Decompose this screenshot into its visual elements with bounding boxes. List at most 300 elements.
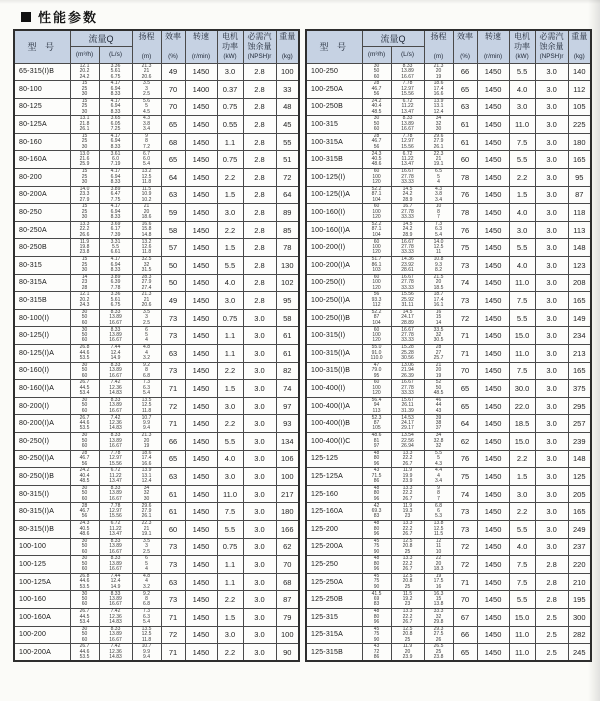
flow-m3h-cell: 60 100 120 — [362, 274, 391, 292]
npsh-cell: 3.0 — [243, 538, 276, 556]
efficiency-cell: 76 — [453, 221, 477, 239]
speed-cell: 1450 — [185, 608, 217, 626]
flow-m3h-cell: 52.2 87.1 104 — [362, 221, 391, 239]
flow-ls-cell: 7.78 12.97 15.56 — [391, 81, 424, 99]
flow-ls-cell: 15.67 26.11 31.39 — [391, 397, 424, 415]
table-row — [306, 81, 591, 99]
flow-ls-cell: 8.33 13.89 16.67 — [99, 538, 132, 556]
flow-m3h-cell: 55.0 91.0 110.0 — [362, 345, 391, 363]
npsh-cell: 3.0 — [243, 520, 276, 538]
model-cell: 100-125(I) — [306, 169, 362, 187]
speed-cell: 1450 — [477, 292, 509, 310]
weight-cell: 33 — [276, 81, 299, 99]
speed-cell: 1450 — [477, 221, 509, 239]
weight-cell: 95 — [568, 169, 591, 187]
npsh-label-line2: 蚀余量 — [539, 42, 564, 52]
efficiency-cell: 63 — [161, 345, 185, 363]
power-cell: 11.0 — [509, 644, 535, 662]
power-cell: 2.2 — [217, 644, 243, 662]
head-cell: 9.2 8 6.8 — [132, 362, 161, 380]
flow-m3h-cell: 48 80 96 — [362, 520, 391, 538]
head-label: 扬程 — [430, 32, 447, 42]
flow-m3h-cell: 48 80 96 — [362, 556, 391, 574]
head-cell: 29.6 27.9 26.1 — [424, 133, 453, 151]
col-header-model: 型 号 — [306, 30, 362, 63]
npsh-cell: 2.8 — [243, 221, 276, 239]
flow-m3h-cell: 30 50 60 — [70, 591, 99, 609]
table-row — [14, 81, 299, 99]
speed-cell: 1450 — [477, 257, 509, 275]
efficiency-cell: 78 — [453, 169, 477, 187]
model-cell: 80-250(I)B — [14, 468, 70, 486]
speed-cell: 1450 — [477, 468, 509, 486]
flow-ls-cell: 14.53 24.17 29.17 — [391, 415, 424, 433]
flow-m3h-cell: 60 100 120 — [362, 327, 391, 345]
table-row — [306, 151, 591, 169]
head-cell: 21.3 21 20.6 — [132, 292, 161, 310]
weight-cell: 85 — [276, 221, 299, 239]
flow-ls-cell: 14.36 23.92 28.61 — [391, 257, 424, 275]
power-unit: (kW) — [515, 53, 529, 61]
flow-m3h-cell: 30 50 60 — [70, 538, 99, 556]
model-cell: 80-160A — [14, 151, 70, 169]
table-row — [14, 397, 299, 415]
head-cell: 13.5 12.5 11.8 — [132, 626, 161, 644]
flow-m3h-cell: 13.3 22.2 26.6 — [70, 221, 99, 239]
head-cell: 10.8 9.3 8.2 — [424, 257, 453, 275]
npsh-cell: 2.8 — [243, 186, 276, 204]
model-cell: 100-200(I) — [306, 239, 362, 257]
speed-cell: 1450 — [477, 63, 509, 81]
power-cell: 0.75 — [217, 98, 243, 116]
table-body-right — [306, 63, 591, 661]
head-unit: (m) — [433, 53, 444, 61]
efficiency-cell: 64 — [453, 415, 477, 433]
col-header-efficiency — [161, 30, 185, 63]
speed-cell: 1450 — [185, 556, 217, 574]
power-cell: 3.0 — [217, 626, 243, 644]
flow-m3h-cell: 30 50 60 — [70, 362, 99, 380]
table-row — [306, 309, 591, 327]
head-cell: 21.3 21 20.6 — [132, 63, 161, 81]
head-cell: 5.5 5 4.3 — [424, 450, 453, 468]
model-cell: 100-160A — [14, 608, 70, 626]
speed-cell: 1450 — [477, 81, 509, 99]
npsh-cell: 3.0 — [243, 573, 276, 591]
power-cell: 3.0 — [509, 98, 535, 116]
speed-cell: 1450 — [477, 450, 509, 468]
speed-cell: 1450 — [477, 116, 509, 134]
flow-ls-cell: 3.65 6.05 7.25 — [99, 116, 132, 134]
weight-cell: 90 — [276, 644, 299, 662]
model-cell: 100-315A — [306, 133, 362, 151]
col-header-head — [424, 30, 453, 63]
col-header-efficiency — [453, 30, 477, 63]
weight-cell: 225 — [568, 116, 591, 134]
speed-cell: 1450 — [477, 644, 509, 662]
flow-ls-cell: 4.17 6.94 8.33 — [99, 169, 132, 187]
npsh-cell: 3.0 — [243, 380, 276, 398]
efficiency-cell: 66 — [453, 63, 477, 81]
power-cell: 2.2 — [509, 169, 535, 187]
head-cell: 6.5 5 4 — [424, 169, 453, 187]
table-row — [306, 169, 591, 187]
weight-cell: 125 — [568, 468, 591, 486]
head-cell: 4.3 3.8 3.4 — [424, 186, 453, 204]
col-header-head — [132, 30, 161, 63]
flow-m3h-cell: 15 25 30 — [70, 98, 99, 116]
weight-cell: 165 — [568, 362, 591, 380]
head-cell: 16.3 15 13.8 — [424, 591, 453, 609]
table-row — [306, 556, 591, 574]
flow-m3h-cell: 30 50 60 — [362, 63, 391, 81]
model-cell: 80-125(I) — [14, 327, 70, 345]
head-cell: 29.6 27.9 26.1 — [132, 503, 161, 521]
efficiency-cell: 73 — [161, 556, 185, 574]
speed-cell: 1450 — [477, 573, 509, 591]
weight-cell: 55 — [276, 133, 299, 151]
table-row — [14, 169, 299, 187]
npsh-cell: 3.0 — [243, 626, 276, 644]
model-cell: 80-200 — [14, 169, 70, 187]
power-cell: 5.5 — [509, 151, 535, 169]
flow-m3h-cell: 24.2 40.4 48.5 — [362, 98, 391, 116]
flow-ls-cell: 14.5 24.17 28.89 — [391, 309, 424, 327]
flow-ls-cell: 3.61 6.0 7.19 — [99, 151, 132, 169]
head-cell: 18.6 17.4 16.6 — [132, 450, 161, 468]
npsh-cell: 3.0 — [535, 116, 568, 134]
weight-cell: 130 — [276, 257, 299, 275]
table-row — [14, 63, 299, 81]
model-cell: 100-315(I)B — [306, 362, 362, 380]
speed-cell: 1450 — [477, 98, 509, 116]
npsh-cell: 3.0 — [243, 468, 276, 486]
flow-m3h-cell: 26.7 44.6 53.5 — [70, 415, 99, 433]
flow-m3h-cell: 45 75 90 — [362, 538, 391, 556]
flow-m3h-cell: 14 23 28 — [70, 274, 99, 292]
model-cell: 100-315(I) — [306, 327, 362, 345]
flow-m3h-cell: 56.4 94 113 — [362, 397, 391, 415]
npsh-cell: 3.0 — [535, 239, 568, 257]
npsh-cell: 3.0 — [535, 380, 568, 398]
speed-cell: 1450 — [477, 274, 509, 292]
weight-cell: 210 — [568, 573, 591, 591]
flow-ls-cell: 11.5 19.2 23 — [391, 591, 424, 609]
flow-ls-cell: 4.17 6.94 8.33 — [99, 81, 132, 99]
flow-ls-cell: 11.9 19.9 23.9 — [391, 468, 424, 486]
power-cell: 3.0 — [509, 485, 535, 503]
weight-cell: 100 — [276, 626, 299, 644]
weight-cell: 234 — [568, 327, 591, 345]
speed-cell: 1450 — [185, 397, 217, 415]
speed-cell: 1450 — [477, 186, 509, 204]
power-cell: 1.1 — [217, 573, 243, 591]
npsh-cell: 3.0 — [535, 221, 568, 239]
speed-cell: 1450 — [477, 520, 509, 538]
flow-m3h-cell: 15 25 30 — [70, 257, 99, 275]
weight-label: 重量 — [571, 32, 588, 42]
npsh-cell: 3.0 — [243, 450, 276, 468]
speed-cell: 1400 — [185, 81, 217, 99]
speed-cell: 1450 — [185, 133, 217, 151]
weight-cell: 113 — [568, 221, 591, 239]
head-cell: 52 50 48.5 — [424, 380, 453, 398]
model-cell: 100-125 — [14, 556, 70, 574]
power-cell: 7.5 — [509, 133, 535, 151]
head-cell: 13.2 12.6 11.8 — [132, 239, 161, 257]
flow-ls-cell: 3.69 6.17 7.39 — [99, 221, 132, 239]
efficiency-label: 效率 — [165, 32, 182, 42]
head-cell: 5.6 5 4.5 — [132, 98, 161, 116]
table-row — [306, 626, 591, 644]
efficiency-cell: 49 — [161, 292, 185, 310]
weight-cell: 166 — [276, 520, 299, 538]
weight-unit: (kg) — [281, 53, 293, 61]
power-cell: 3.0 — [217, 292, 243, 310]
model-cell: 80-250(I) — [14, 432, 70, 450]
model-cell: 100-400(I)B — [306, 415, 362, 433]
flow-ls-cell: 16.67 27.78 33.33 — [391, 169, 424, 187]
weight-cell: 375 — [568, 380, 591, 398]
power-label-line2: 功率 — [222, 42, 239, 52]
npsh-cell: 2.8 — [535, 591, 568, 609]
efficiency-cell: 57 — [161, 239, 185, 257]
power-label-line1: 电机 — [514, 32, 531, 42]
flow-ls-cell: 13.3 22.2 26.7 — [391, 608, 424, 626]
flow-m3h-cell: 28 46.7 56 — [362, 81, 391, 99]
power-cell: 2.2 — [509, 450, 535, 468]
efficiency-cell: 63 — [161, 468, 185, 486]
table-row — [14, 362, 299, 380]
col-header-npsh — [535, 30, 568, 63]
head-cell: 28.3 27.9 27.4 — [132, 274, 161, 292]
npsh-cell: 2.8 — [243, 116, 276, 134]
model-cell: 125-250A — [306, 573, 362, 591]
npsh-cell: 2.5 — [535, 626, 568, 644]
efficiency-cell: 66 — [453, 626, 477, 644]
efficiency-cell: 63 — [161, 186, 185, 204]
power-cell: 1.5 — [509, 468, 535, 486]
npsh-cell: 3.0 — [535, 186, 568, 204]
power-cell: 1.1 — [217, 556, 243, 574]
power-cell: 0.55 — [217, 116, 243, 134]
head-cell: 32.5 32 31.5 — [132, 257, 161, 275]
weight-cell: 100 — [276, 63, 299, 81]
table-row — [14, 186, 299, 204]
head-cell: 13.8 12.5 11.5 — [424, 520, 453, 538]
table-row — [306, 573, 591, 591]
power-cell: 3.0 — [217, 397, 243, 415]
model-cell: 100-200 — [14, 626, 70, 644]
table-row — [306, 239, 591, 257]
power-label-line1: 电机 — [222, 32, 239, 42]
speed-cell: 1450 — [477, 309, 509, 327]
weight-cell: 64 — [276, 186, 299, 204]
efficiency-cell: 65 — [453, 380, 477, 398]
flow-ls-cell: 13.3 22.2 26.7 — [391, 556, 424, 574]
model-cell: 80-315A — [14, 274, 70, 292]
model-cell: 125-315A — [306, 626, 362, 644]
col-header-speed — [477, 30, 509, 63]
npsh-cell: 3.0 — [535, 432, 568, 450]
flow-m3h-cell: 48 80 96 — [362, 485, 391, 503]
flow-m3h-cell: 30 50 60 — [70, 432, 99, 450]
efficiency-cell: 72 — [161, 397, 185, 415]
speed-cell: 1450 — [477, 591, 509, 609]
power-cell: 5.5 — [509, 239, 535, 257]
weight-cell: 180 — [276, 503, 299, 521]
npsh-cell: 3.0 — [535, 450, 568, 468]
flow-ls-cell: 8.33 13.89 16.67 — [99, 309, 132, 327]
weight-cell: 102 — [276, 274, 299, 292]
npsh-cell: 2.8 — [243, 169, 276, 187]
flow-ls-cell: 8.33 13.89 16.67 — [99, 485, 132, 503]
weight-cell: 165 — [568, 503, 591, 521]
model-cell: 80-315(I) — [14, 485, 70, 503]
power-cell: 3.0 — [217, 63, 243, 81]
head-cell: 16 15 14 — [424, 309, 453, 327]
flow-ls-cell: 7.42 12.36 14.83 — [99, 608, 132, 626]
power-cell: 0.37 — [217, 81, 243, 99]
flow-ls-cell: 13.54 22.56 26.94 — [391, 432, 424, 450]
efficiency-cell: 65 — [453, 644, 477, 662]
flow-m3h-cell: 24.2 40.4 48.5 — [70, 468, 99, 486]
head-cell: 34 32 30 — [424, 116, 453, 134]
speed-cell: 1450 — [185, 186, 217, 204]
flow-ls-cell: 8.33 13.89 16.67 — [99, 591, 132, 609]
npsh-cell: 2.5 — [535, 608, 568, 626]
npsh-unit: (NPSH)r — [539, 53, 564, 61]
npsh-cell: 3.0 — [243, 309, 276, 327]
weight-unit: (kg) — [573, 53, 585, 61]
head-cell: 6 5 4 — [132, 556, 161, 574]
head-cell: 13.9 13.1 12.4 — [424, 98, 453, 116]
npsh-cell: 2.8 — [243, 98, 276, 116]
performance-table-right — [305, 29, 592, 662]
efficiency-cell: 68 — [161, 133, 185, 151]
flow-ls-cell: 14.5 24.2 28.9 — [391, 221, 424, 239]
efficiency-cell: 73 — [161, 362, 185, 380]
npsh-cell: 2.8 — [243, 274, 276, 292]
flow-ls-cell: 16.67 27.78 33.33 — [391, 380, 424, 398]
power-cell: 1.5 — [217, 608, 243, 626]
npsh-cell: 2.8 — [535, 573, 568, 591]
table-row — [14, 538, 299, 556]
flow-ls-cell: 7.78 12.97 15.56 — [391, 133, 424, 151]
weight-cell: 61 — [276, 345, 299, 363]
efficiency-cell: 71 — [161, 608, 185, 626]
speed-cell: 1450 — [477, 503, 509, 521]
weight-cell: 74 — [276, 380, 299, 398]
model-cell: 100-100 — [14, 538, 70, 556]
head-cell: 13.9 13.1 12.4 — [132, 468, 161, 486]
head-cell: 10.7 9.9 9.4 — [132, 644, 161, 662]
flow-m3h-cell: 26.7 44.5 53.4 — [70, 608, 99, 626]
col-header-ls: (L/s) — [391, 46, 424, 63]
head-cell: 21.3 20 19 — [132, 432, 161, 450]
table-row — [306, 468, 591, 486]
performance-table-left — [13, 29, 300, 662]
flow-ls-cell: 3.89 6.47 7.75 — [99, 186, 132, 204]
table-row — [306, 608, 591, 626]
table-row — [306, 503, 591, 521]
weight-cell: 78 — [276, 239, 299, 257]
speed-unit: (r/min) — [191, 53, 211, 61]
flow-m3h-cell: 43 71.5 86 — [362, 468, 391, 486]
speed-cell: 1450 — [185, 644, 217, 662]
weight-cell: 295 — [568, 397, 591, 415]
head-cell: 18.6 17.4 16.6 — [424, 81, 453, 99]
weight-cell: 220 — [568, 556, 591, 574]
model-cell: 100-250B — [306, 98, 362, 116]
model-cell: 100-315B — [306, 151, 362, 169]
table-row — [306, 591, 591, 609]
weight-cell: 112 — [568, 81, 591, 99]
model-cell: 100-250(I) — [306, 274, 362, 292]
table-row — [306, 257, 591, 275]
flow-m3h-cell: 47 79.0 95 — [362, 362, 391, 380]
col-header-power — [217, 30, 243, 63]
head-cell: 19 17.5 16 — [424, 573, 453, 591]
efficiency-cell: 58 — [161, 221, 185, 239]
power-cell: 7.5 — [217, 503, 243, 521]
npsh-cell: 2.8 — [243, 292, 276, 310]
head-cell: 4.3 3.8 3.4 — [132, 116, 161, 134]
table-row — [306, 380, 591, 398]
head-cell: 3.5 3 2.5 — [132, 309, 161, 327]
speed-cell: 1450 — [185, 345, 217, 363]
weight-cell: 82 — [276, 362, 299, 380]
weight-cell: 217 — [276, 485, 299, 503]
weight-cell: 68 — [276, 573, 299, 591]
speed-cell: 1450 — [185, 450, 217, 468]
table-row — [14, 292, 299, 310]
flow-ls-cell: 12.5 20.8 25 — [391, 573, 424, 591]
power-cell: 2.2 — [217, 591, 243, 609]
section-title — [21, 7, 98, 26]
efficiency-unit: (%) — [168, 53, 178, 61]
npsh-cell: 3.0 — [243, 644, 276, 662]
col-header-flow: 流量Q — [70, 30, 132, 46]
flow-ls-cell: 6.72 11.22 13.47 — [99, 520, 132, 538]
flow-ls-cell: 8.33 13.89 16.67 — [99, 626, 132, 644]
npsh-cell: 3.0 — [243, 503, 276, 521]
head-cell: 3.5 3 2.5 — [132, 538, 161, 556]
npsh-cell: 3.0 — [535, 81, 568, 99]
efficiency-cell: 73 — [453, 257, 477, 275]
weight-cell: 45 — [276, 116, 299, 134]
flow-m3h-cell: 15 25 30 — [70, 169, 99, 187]
model-cell: 100-200A — [14, 644, 70, 662]
speed-cell: 1450 — [477, 397, 509, 415]
efficiency-cell: 73 — [161, 591, 185, 609]
efficiency-cell: 71 — [161, 644, 185, 662]
flow-m3h-cell: 28 46.7 56 — [70, 450, 99, 468]
power-cell: 1.5 — [509, 186, 535, 204]
flow-m3h-cell: 60 100 120 — [362, 239, 391, 257]
power-cell: 0.75 — [217, 538, 243, 556]
head-cell: 9 8 7 — [424, 485, 453, 503]
power-cell: 0.75 — [217, 151, 243, 169]
flow-m3h-cell: 43 72 86 — [362, 644, 391, 662]
head-cell: 9.2 8 6.8 — [132, 591, 161, 609]
model-cell: 100-250(I)A — [306, 292, 362, 310]
model-cell: 65-315(I)B — [14, 63, 70, 81]
power-cell: 1.5 — [217, 186, 243, 204]
npsh-label-line2: 蚀余量 — [247, 42, 272, 52]
table-row — [14, 204, 299, 222]
power-cell: 30.0 — [509, 380, 535, 398]
